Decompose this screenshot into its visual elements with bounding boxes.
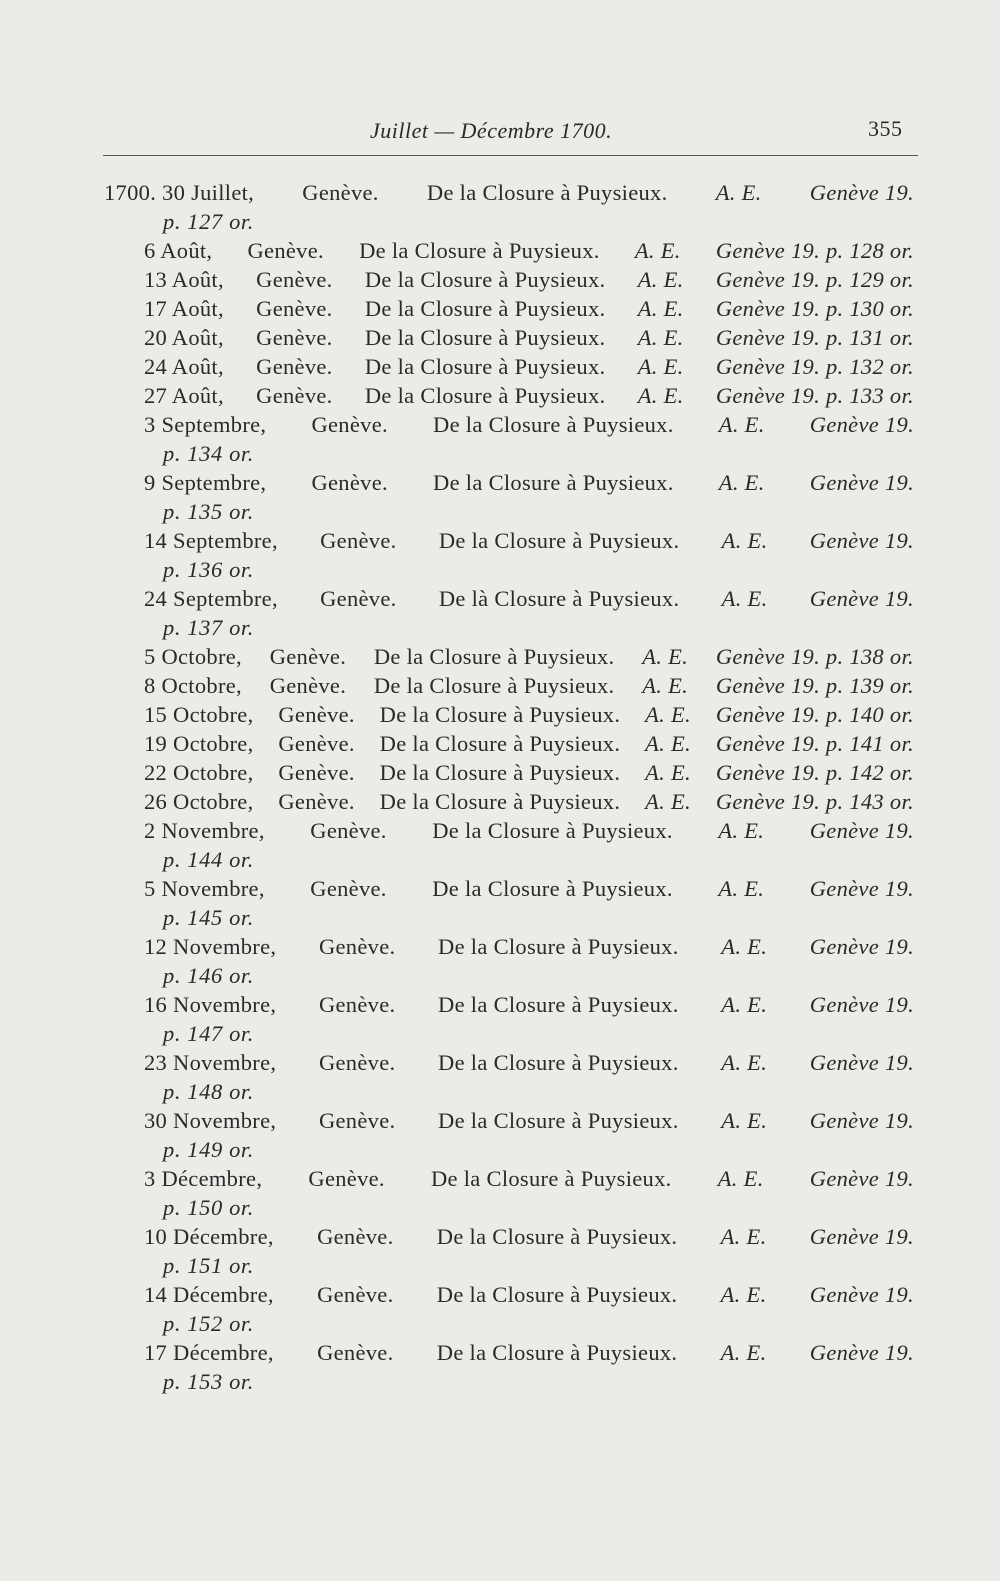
entry-first-line — [0, 1106, 1000, 1135]
entry-first-line — [0, 410, 1000, 439]
entry-date: 5 Octobre, — [144, 644, 242, 669]
entry-date: 24 Septembre, — [144, 586, 278, 611]
list-item — [0, 787, 1000, 816]
entry-place: Genève. — [318, 934, 396, 959]
list-item — [0, 816, 1000, 874]
entry-continuation-line — [0, 961, 1000, 990]
entry-date: 23 Novembre, — [144, 1050, 277, 1075]
list-item — [0, 990, 1000, 1048]
list-item — [0, 294, 1000, 323]
entry-text: De la Closure à Puysieux. — [379, 789, 621, 814]
list-item — [0, 178, 1000, 236]
entry-place: Genève. — [256, 325, 333, 350]
entry-series: Genève 19. — [809, 470, 914, 495]
entry-text-row — [144, 294, 914, 323]
entry-series: Genève 19. p. 142 or. — [715, 760, 914, 785]
entry-archive-ref: A. E. — [721, 992, 768, 1017]
entry-first-line — [0, 265, 1000, 294]
running-title: Juillet — Décembre 1700. — [370, 118, 613, 143]
entry-first-line — [0, 468, 1000, 497]
entry-page-ref: p. 153 or. — [163, 1369, 255, 1394]
entry-page-ref: p. 150 or. — [163, 1195, 255, 1220]
entry-text: De la Closure à Puysieux. — [364, 383, 606, 408]
entry-archive-ref: A. E. — [718, 876, 765, 901]
entry-text-row — [144, 352, 914, 381]
entry-text: De la Closure à Puysieux. — [432, 818, 673, 843]
entry-continuation-line — [0, 1077, 1000, 1106]
entry-place: Genève. — [311, 470, 388, 495]
entry-text-row — [144, 729, 914, 758]
entry-text-row — [144, 381, 914, 410]
entry-date: 26 Octobre, — [144, 789, 254, 814]
entry-continuation-line — [0, 1251, 1000, 1280]
entry-archive-ref: A. E. — [637, 383, 684, 408]
entry-text-row — [144, 265, 914, 294]
entry-series: Genève 19. — [809, 586, 914, 611]
entry-archive-ref: A. E. — [642, 644, 689, 669]
entry-archive-ref: A. E. — [715, 180, 762, 205]
entry-text-row — [144, 671, 914, 700]
entry-date: 24 Août, — [144, 354, 224, 379]
list-item — [0, 874, 1000, 932]
list-item — [0, 1338, 1000, 1396]
entry-date: 19 Octobre, — [144, 731, 254, 756]
entry-page-ref: p. 151 or. — [163, 1253, 255, 1278]
entry-text: De la Closure à Puysieux. — [436, 1282, 678, 1307]
entry-page-ref: p. 146 or. — [163, 963, 255, 988]
entry-page-ref: p. 149 or. — [163, 1137, 255, 1162]
entry-archive-ref: A. E. — [645, 702, 691, 727]
entry-page-ref: p. 148 or. — [163, 1079, 255, 1104]
entry-place: Genève. — [310, 818, 387, 843]
entry-series: Genève 19. p. 138 or. — [715, 644, 914, 669]
entry-archive-ref: A. E. — [721, 586, 768, 611]
entry-date: 10 Décembre, — [144, 1224, 274, 1249]
entry-series: Genève 19. p. 139 or. — [715, 673, 914, 698]
entry-place: Genève. — [256, 267, 333, 292]
entry-place: Genève. — [311, 412, 388, 437]
entry-place: Genève. — [318, 1050, 396, 1075]
entry-series: Genève 19. p. 143 or. — [715, 789, 914, 814]
entry-text-row — [144, 1222, 914, 1251]
entry-date: 2 Novembre, — [144, 818, 265, 843]
entry-text-row — [144, 700, 914, 729]
entry-place: Genève. — [317, 1224, 394, 1249]
entry-place: Genève. — [302, 180, 379, 205]
entry-page-ref: p. 127 or. — [163, 209, 255, 234]
entry-date: 27 Août, — [144, 383, 224, 408]
entry-place: Genève. — [320, 528, 397, 553]
entry-place: Genève. — [256, 354, 333, 379]
entry-first-line — [0, 584, 1000, 613]
entry-place: Genève. — [317, 1282, 394, 1307]
entry-text: De la Closure à Puysieux. — [379, 760, 621, 785]
entry-text: De la Closure à Puysieux. — [433, 412, 674, 437]
entry-page-ref: p. 152 or. — [163, 1311, 255, 1336]
entry-archive-ref: A. E. — [645, 731, 691, 756]
entry-archive-ref: A. E. — [720, 1224, 767, 1249]
entry-date: 12 Novembre, — [144, 934, 277, 959]
entry-text-row — [144, 236, 914, 265]
entry-archive-ref: A. E. — [634, 238, 681, 263]
entry-date: 14 Septembre, — [144, 528, 278, 553]
entry-archive-ref: A. E. — [718, 818, 765, 843]
list-item — [0, 729, 1000, 758]
entry-series: Genève 19. — [809, 934, 914, 959]
entry-date: 30 Novembre, — [144, 1108, 277, 1133]
entry-series: Genève 19. p. 128 or. — [715, 238, 914, 263]
entry-place: Genève. — [318, 992, 396, 1017]
entry-first-line — [0, 381, 1000, 410]
entry-place: Genève. — [308, 1166, 385, 1191]
entry-first-line — [0, 323, 1000, 352]
entry-place: Genève. — [278, 760, 355, 785]
entry-text: De la Closure à Puysieux. — [438, 934, 679, 959]
entry-archive-ref: A. E. — [642, 673, 689, 698]
entry-place: Genève. — [256, 383, 333, 408]
entry-date: 13 Août, — [144, 267, 224, 292]
entry-text-row — [144, 874, 914, 903]
entry-continuation-line — [0, 1193, 1000, 1222]
entry-text: De la Closure à Puysieux. — [373, 673, 615, 698]
list-item — [0, 1222, 1000, 1280]
entry-date: 6 Août, — [144, 238, 213, 263]
entry-first-line — [0, 671, 1000, 700]
entry-text-row — [144, 526, 914, 555]
entry-date: 20 Août, — [144, 325, 224, 350]
list-item — [0, 1048, 1000, 1106]
entry-continuation-line — [0, 845, 1000, 874]
entry-place: Genève. — [278, 789, 355, 814]
list-item — [0, 526, 1000, 584]
entry-archive-ref: A. E. — [721, 1108, 768, 1133]
entry-archive-ref: A. E. — [720, 1282, 767, 1307]
entry-first-line — [0, 236, 1000, 265]
list-item — [0, 236, 1000, 265]
header-rule — [103, 155, 918, 156]
entry-archive-ref: A. E. — [637, 296, 684, 321]
entry-page-ref: p. 137 or. — [163, 615, 255, 640]
entry-continuation-line — [0, 497, 1000, 526]
entry-place: Genève. — [310, 876, 387, 901]
entry-list — [0, 178, 1000, 1396]
entry-archive-ref: A. E. — [718, 412, 765, 437]
entry-text-row — [144, 1338, 914, 1367]
entry-text-row — [144, 758, 914, 787]
entry-first-line — [0, 1164, 1000, 1193]
list-item — [0, 323, 1000, 352]
entry-series: Genève 19. — [809, 1282, 914, 1307]
entry-text-row — [144, 1280, 914, 1309]
entry-archive-ref: A. E. — [721, 1050, 768, 1075]
entry-text: De la Closure à Puysieux. — [364, 267, 606, 292]
entry-series: Genève 19. p. 129 or. — [715, 267, 914, 292]
entry-archive-ref: A. E. — [637, 267, 684, 292]
entry-date: 1700. 30 Juillet, — [104, 180, 255, 205]
entry-first-line — [0, 932, 1000, 961]
entry-text: De la Closure à Puysieux. — [432, 876, 673, 901]
list-item — [0, 1280, 1000, 1338]
entry-first-line — [0, 758, 1000, 787]
entry-text: De la Closure à Puysieux. — [438, 528, 680, 553]
entry-date: 5 Novembre, — [144, 876, 265, 901]
entry-continuation-line — [0, 207, 1000, 236]
entry-first-line — [0, 1222, 1000, 1251]
entry-place: Genève. — [269, 673, 347, 698]
entry-text: De la Closure à Puysieux. — [379, 731, 621, 756]
entry-series: Genève 19. — [809, 1050, 914, 1075]
list-item — [0, 642, 1000, 671]
entry-continuation-line — [0, 1367, 1000, 1396]
entry-text-row — [144, 990, 914, 1019]
list-item — [0, 671, 1000, 700]
entry-archive-ref: A. E. — [637, 354, 684, 379]
list-item — [0, 584, 1000, 642]
entry-page-ref: p. 135 or. — [163, 499, 255, 524]
entry-place: Genève. — [317, 1340, 394, 1365]
entry-archive-ref: A. E. — [717, 1166, 764, 1191]
entry-text-row — [144, 323, 914, 352]
entry-archive-ref: A. E. — [721, 934, 768, 959]
entry-date: 3 Décembre, — [144, 1166, 263, 1191]
list-item — [0, 468, 1000, 526]
entry-date: 14 Décembre, — [144, 1282, 274, 1307]
entry-text: De la Closure à Puysieux. — [373, 644, 615, 669]
entry-series: Genève 19. p. 130 or. — [715, 296, 914, 321]
entry-text-row — [144, 468, 914, 497]
entry-series: Genève 19. p. 141 or. — [715, 731, 914, 756]
entry-text-row — [144, 1164, 914, 1193]
entry-first-line — [0, 729, 1000, 758]
entry-text-row — [144, 584, 914, 613]
entry-date: 15 Octobre, — [144, 702, 254, 727]
entry-page-ref: p. 134 or. — [163, 441, 255, 466]
list-item — [0, 932, 1000, 990]
entry-text: De la Closure à Puysieux. — [364, 296, 606, 321]
entry-date: 8 Octobre, — [144, 673, 242, 698]
entry-text: De la Closure à Puysieux. — [436, 1224, 678, 1249]
entry-text: De la Closure à Puysieux. — [359, 238, 600, 263]
entry-series: Genève 19. — [809, 1108, 914, 1133]
page-number: 355 — [868, 116, 903, 141]
list-item — [0, 700, 1000, 729]
list-item — [0, 758, 1000, 787]
list-item — [0, 352, 1000, 381]
entry-continuation-line — [0, 613, 1000, 642]
entry-date: 9 Septembre, — [144, 470, 267, 495]
entry-page-ref: p. 136 or. — [163, 557, 255, 582]
entry-text: De la Closure à Puysieux. — [438, 1108, 679, 1133]
entry-text: De la Closure à Puysieux. — [364, 325, 606, 350]
entry-text-row — [144, 787, 914, 816]
entry-series: Genève 19. p. 131 or. — [715, 325, 914, 350]
list-item — [0, 265, 1000, 294]
entry-first-line — [0, 642, 1000, 671]
entry-first-line — [0, 700, 1000, 729]
entry-archive-ref: A. E. — [637, 325, 684, 350]
entry-page-ref: p. 144 or. — [163, 847, 255, 872]
entry-first-line — [0, 787, 1000, 816]
entry-continuation-line — [0, 555, 1000, 584]
entry-text-row — [104, 178, 914, 207]
entry-text: De la Closure à Puysieux. — [438, 1050, 679, 1075]
entry-series: Genève 19. — [809, 1166, 914, 1191]
entry-continuation-line — [0, 903, 1000, 932]
entry-text: De la Closure à Puysieux. — [438, 992, 679, 1017]
entry-series: Genève 19. — [809, 180, 914, 205]
entry-place: Genève. — [318, 1108, 396, 1133]
entry-date: 16 Novembre, — [144, 992, 277, 1017]
entry-series: Genève 19. — [809, 1224, 914, 1249]
entry-archive-ref: A. E. — [721, 528, 768, 553]
entry-text-row — [144, 932, 914, 961]
entry-first-line — [0, 178, 1000, 207]
entry-series: Genève 19. p. 133 or. — [715, 383, 914, 408]
entry-place: Genève. — [320, 586, 397, 611]
entry-page-ref: p. 145 or. — [163, 905, 255, 930]
entry-text: De la Closure à Puysieux. — [364, 354, 606, 379]
entry-continuation-line — [0, 1135, 1000, 1164]
entry-first-line — [0, 526, 1000, 555]
entry-archive-ref: A. E. — [720, 1340, 767, 1365]
entry-text-row — [144, 816, 914, 845]
entry-date: 17 Décembre, — [144, 1340, 274, 1365]
entry-date: 22 Octobre, — [144, 760, 254, 785]
entry-date: 17 Août, — [144, 296, 224, 321]
entry-place: Genève. — [278, 702, 355, 727]
entry-place: Genève. — [256, 296, 333, 321]
list-item — [0, 410, 1000, 468]
list-item — [0, 381, 1000, 410]
entry-place: Genève. — [269, 644, 347, 669]
entry-text: De la Closure à Puysieux. — [436, 1340, 678, 1365]
entry-text-row — [144, 1106, 914, 1135]
entry-place: Genève. — [278, 731, 355, 756]
entry-series: Genève 19. p. 140 or. — [715, 702, 914, 727]
entry-first-line — [0, 874, 1000, 903]
list-item — [0, 1164, 1000, 1222]
entry-series: Genève 19. p. 132 or. — [715, 354, 914, 379]
entry-place: Genève. — [247, 238, 324, 263]
entry-first-line — [0, 1338, 1000, 1367]
entry-continuation-line — [0, 1019, 1000, 1048]
entry-series: Genève 19. — [809, 528, 914, 553]
entry-text-row — [144, 410, 914, 439]
entry-date: 3 Septembre, — [144, 412, 267, 437]
entry-text-row — [144, 1048, 914, 1077]
entry-first-line — [0, 990, 1000, 1019]
entry-first-line — [0, 294, 1000, 323]
entry-text: De la Closure à Puysieux. — [379, 702, 621, 727]
entry-first-line — [0, 352, 1000, 381]
entry-text: De la Closure à Puysieux. — [431, 1166, 672, 1191]
entry-text: De là Closure à Puysieux. — [438, 586, 680, 611]
entry-first-line — [0, 1280, 1000, 1309]
entry-series: Genève 19. — [809, 1340, 914, 1365]
entry-series: Genève 19. — [809, 412, 914, 437]
list-item — [0, 1106, 1000, 1164]
entry-continuation-line — [0, 1309, 1000, 1338]
entry-text: De la Closure à Puysieux. — [426, 180, 668, 205]
entry-series: Genève 19. — [809, 818, 914, 843]
entry-text: De la Closure à Puysieux. — [433, 470, 674, 495]
entry-archive-ref: A. E. — [718, 470, 765, 495]
entry-archive-ref: A. E. — [645, 760, 691, 785]
entry-series: Genève 19. — [809, 876, 914, 901]
entry-continuation-line — [0, 439, 1000, 468]
entry-first-line — [0, 1048, 1000, 1077]
entry-archive-ref: A. E. — [645, 789, 691, 814]
entry-text-row — [144, 642, 914, 671]
entry-series: Genève 19. — [809, 992, 914, 1017]
entry-page-ref: p. 147 or. — [163, 1021, 255, 1046]
entry-first-line — [0, 816, 1000, 845]
